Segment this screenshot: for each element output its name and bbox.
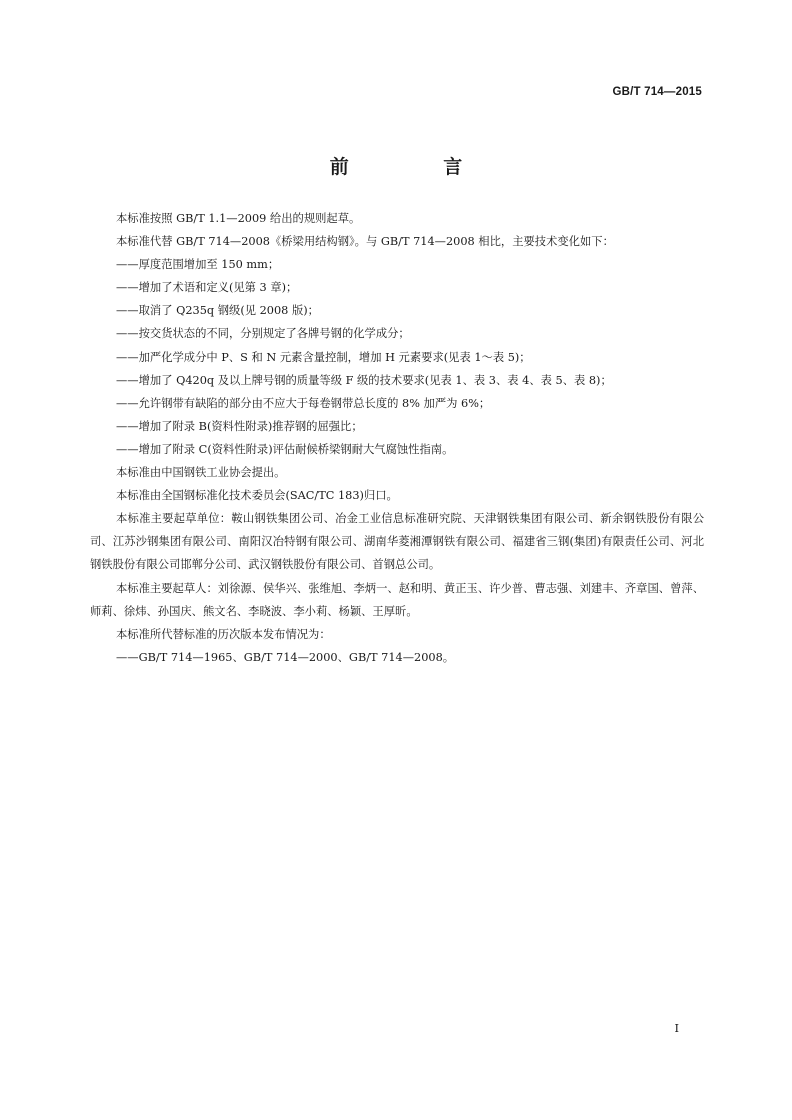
foreword-body — [90, 207, 704, 669]
list-item: ——允许钢带有缺陷的部分由不应大于每卷钢带总长度的 8% 加严为 6%； — [116, 396, 491, 410]
list-item: ——按交货状态的不同，分别规定了各牌号钢的化学成分； — [116, 327, 410, 341]
list-item: ——厚度范围增加至 150 mm； — [116, 258, 280, 272]
list-item: ——增加了附录 C(资料性附录)评估耐候桥梁钢耐大气腐蚀性指南。 — [116, 442, 454, 456]
list-item: ——增加了术语和定义(见第 3 章)； — [116, 281, 298, 295]
paragraph-proposed-by: 本标准由中国钢铁工业协会提出。 — [116, 466, 286, 480]
standard-code: GB/T 714—2015 — [612, 86, 702, 98]
paragraph-previous-editions: 本标准所代替标准的历次版本发布情况为： — [116, 627, 331, 641]
list-item: ——加严化学成分中 P、S 和 N 元素含量控制，增加 H 元素要求(见表 1～表 5)； — [116, 350, 531, 364]
page-title: 前 言 — [329, 156, 507, 178]
page-number: I — [674, 1021, 679, 1035]
paragraph-drafting-units: 本标准主要起草单位：鞍山钢铁集团公司、冶金工业信息标准研究院、天津钢铁集团有限公司、新余钢铁股份有限公司、江苏沙钢集团有限公司、南阳汉冶特钢有限公司、湖南华菱湘潭钢铁有限公司、福建省三钢(集团)有限责任公司、河北钢铁股份有限公司邯郸分公司、武汉钢铁股份有限公司、首钢总公司。 — [90, 512, 704, 572]
list-item: ——增加了附录 B(资料性附录)推荐钢的屈强比； — [116, 419, 363, 433]
list-item: ——取消了 Q235q 钢级(见 2008 版)； — [116, 304, 319, 318]
paragraph-replaces: 本标准代替 GB/T 714—2008《桥梁用结构钢》。与 GB/T 714—2008 相比，主要技术变化如下： — [116, 235, 614, 249]
paragraph-under-jurisdiction: 本标准由全国钢标准化技术委员会(SAC/TC 183)归口。 — [116, 489, 398, 503]
list-item: ——增加了 Q420q 及以上牌号钢的质量等级 F 级的技术要求(见表 1、表 3、表 4、表 5、表 8)； — [116, 373, 612, 387]
paragraph-drafting-rules: 本标准按照 GB/T 1.1—2009 给出的规则起草。 — [116, 212, 361, 225]
paragraph-drafters: 本标准主要起草人：刘徐源、侯华兴、张维旭、李炳一、赵和明、黄正玉、许少普、曹志强、刘建丰、齐章国、曾萍、师莉、徐炜、孙国庆、熊文名、李晓波、李小莉、杨颖、王厚昕。 — [90, 581, 704, 618]
list-item: ——GB/T 714—1965、GB/T 714—2000、GB/T 714—2008。 — [116, 650, 455, 664]
